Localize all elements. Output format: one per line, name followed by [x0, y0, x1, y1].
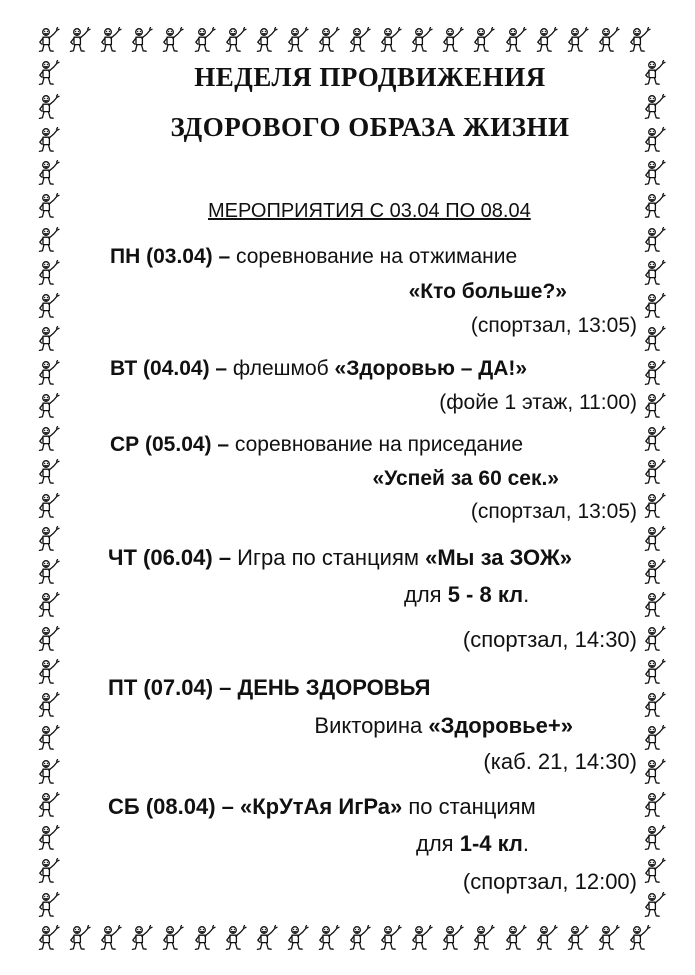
event-thu-desc: Игра по станциям: [231, 545, 426, 570]
event-tue-place: (фойе 1 этаж, 11:00): [439, 391, 637, 414]
stick-figure-waving-icon: [67, 26, 91, 56]
stick-figure-waving-icon: [642, 591, 666, 621]
event-sat-for-suffix: .: [522, 831, 529, 856]
stick-figure-waving-icon: [642, 226, 666, 256]
stick-figure-waving-icon: [160, 924, 184, 954]
stick-figure-waving-icon: [98, 26, 122, 56]
stick-figure-waving-icon: [316, 924, 340, 954]
stick-figure-waving-icon: [98, 924, 122, 954]
stick-figure-waving-icon: [36, 924, 60, 954]
title-line-1: НЕДЕЛЯ ПРОДВИЖЕНИЯ: [194, 62, 546, 92]
stick-figure-waving-icon: [36, 59, 60, 89]
stick-figure-waving-icon: [36, 824, 60, 854]
event-sat-name: «КрУтАя ИгРа»: [233, 794, 403, 819]
event-thu-name: «Мы за ЗОЖ»: [425, 545, 572, 570]
stick-figure-waving-icon: [316, 26, 340, 56]
stick-figure-waving-icon: [642, 458, 666, 488]
event-wed-place: (спортзал, 13:05): [470, 500, 637, 523]
stick-figure-waving-icon: [642, 758, 666, 788]
event-wed-name: «Успей за 60 сек.»: [372, 467, 559, 490]
stick-figure-waving-icon: [223, 26, 247, 56]
event-thu-for-suffix: .: [523, 582, 530, 607]
event-fri-name: «Здоровье+»: [428, 713, 573, 738]
stick-figure-waving-icon: [503, 924, 527, 954]
stick-figure-waving-icon: [440, 924, 464, 954]
stick-figure-waving-icon: [36, 525, 60, 555]
stick-figure-waving-icon: [36, 159, 60, 189]
stick-figure-waving-icon: [36, 26, 60, 56]
stick-figure-waving-icon: [503, 26, 527, 56]
stick-figure-waving-icon: [534, 924, 558, 954]
stick-figure-waving-icon: [627, 26, 651, 56]
event-mon-place: (спортзал, 13:05): [470, 314, 637, 337]
event-thu-line: [108, 545, 572, 571]
stick-figure-waving-icon: [565, 924, 589, 954]
event-wed-desc: соревнование на приседание: [229, 433, 524, 456]
stick-figure-waving-icon: [565, 26, 589, 56]
stick-figure-waving-icon: [36, 325, 60, 355]
event-tue-desc: флешмоб: [227, 357, 335, 380]
stick-figure-waving-icon: [36, 658, 60, 688]
event-sat-desc: по станциям: [402, 794, 536, 819]
event-mon-desc: соревнование на отжимание: [230, 245, 518, 268]
stick-figure-waving-icon: [67, 924, 91, 954]
event-tue-name: «Здоровью – ДА!»: [334, 357, 528, 380]
event-thu-day: ЧТ (06.04) –: [108, 545, 232, 570]
event-sat-day: СБ (08.04) –: [108, 794, 234, 819]
stick-figure-waving-icon: [642, 724, 666, 754]
stick-figure-waving-icon: [36, 126, 60, 156]
stick-figure-waving-icon: [36, 724, 60, 754]
stick-figure-waving-icon: [285, 26, 309, 56]
stick-figure-waving-icon: [36, 192, 60, 222]
stick-figure-waving-icon: [409, 26, 433, 56]
stick-figure-waving-icon: [36, 558, 60, 588]
stick-figure-waving-icon: [642, 891, 666, 921]
stick-figure-waving-icon: [642, 292, 666, 322]
event-thu-grades: 5 - 8 кл: [447, 582, 524, 607]
stick-figure-waving-icon: [440, 26, 464, 56]
title-line-2: ЗДОРОВОГО ОБРАЗА ЖИЗНИ: [170, 112, 570, 142]
stick-figure-waving-icon: [471, 924, 495, 954]
stick-figure-waving-icon: [160, 26, 184, 56]
stick-figure-waving-icon: [596, 26, 620, 56]
stick-figure-waving-icon: [596, 924, 620, 954]
stick-figure-waving-icon: [642, 425, 666, 455]
stick-figure-waving-icon: [254, 26, 278, 56]
stick-figure-waving-icon: [285, 924, 309, 954]
stick-figure-waving-icon: [36, 857, 60, 887]
stick-figure-waving-icon: [409, 924, 433, 954]
stick-figure-waving-icon: [129, 26, 153, 56]
stick-figure-waving-icon: [642, 691, 666, 721]
stick-figure-waving-icon: [36, 625, 60, 655]
stick-figure-waving-icon: [36, 691, 60, 721]
event-sat-for-prefix: для: [416, 831, 460, 856]
stick-figure-waving-icon: [347, 924, 371, 954]
stick-figure-waving-icon: [36, 392, 60, 422]
stick-figure-waving-icon: [36, 591, 60, 621]
stick-figure-waving-icon: [642, 159, 666, 189]
event-wed-day: СР (05.04) –: [110, 433, 230, 456]
event-wed-line: [110, 433, 523, 457]
event-sat-place: (спортзал, 12:00): [462, 869, 637, 894]
event-tue-line: [110, 357, 527, 381]
stick-figure-waving-icon: [36, 226, 60, 256]
stick-figure-waving-icon: [642, 658, 666, 688]
stick-figure-waving-icon: [642, 359, 666, 389]
event-sat-for: [416, 831, 529, 857]
stick-figure-waving-icon: [192, 924, 216, 954]
stick-figure-waving-icon: [36, 492, 60, 522]
event-mon-day: ПН (03.04) –: [110, 245, 231, 268]
stick-figure-waving-icon: [378, 924, 402, 954]
event-mon-name: «Кто больше?»: [408, 280, 567, 303]
stick-figure-waving-icon: [36, 425, 60, 455]
event-fri-place: (каб. 21, 14:30): [483, 749, 637, 774]
stick-figure-waving-icon: [642, 392, 666, 422]
stick-figure-waving-icon: [36, 359, 60, 389]
event-thu-place: (спортзал, 14:30): [462, 627, 637, 652]
event-fri-day: ПТ (07.04) – ДЕНЬ ЗДОРОВЬЯ: [108, 675, 431, 700]
stick-figure-waving-icon: [642, 625, 666, 655]
stick-figure-waving-icon: [642, 325, 666, 355]
stick-figure-waving-icon: [254, 924, 278, 954]
stick-figure-waving-icon: [642, 525, 666, 555]
stick-figure-waving-icon: [378, 26, 402, 56]
stick-figure-waving-icon: [36, 292, 60, 322]
stick-figure-waving-icon: [642, 259, 666, 289]
stick-figure-waving-icon: [36, 458, 60, 488]
stick-figure-waving-icon: [192, 26, 216, 56]
events-subtitle: МЕРОПРИЯТИЯ С 03.04 ПО 08.04: [208, 200, 531, 222]
stick-figure-waving-icon: [36, 93, 60, 123]
stick-figure-waving-icon: [642, 857, 666, 887]
stick-figure-waving-icon: [129, 924, 153, 954]
stick-figure-waving-icon: [36, 259, 60, 289]
event-tue-day: ВТ (04.04) –: [110, 357, 228, 380]
event-fri-desc: Викторина: [314, 713, 429, 738]
stick-figure-waving-icon: [347, 26, 371, 56]
event-thu-for-prefix: для: [404, 582, 448, 607]
stick-figure-waving-icon: [36, 791, 60, 821]
stick-figure-waving-icon: [642, 558, 666, 588]
stick-figure-waving-icon: [534, 26, 558, 56]
stick-figure-waving-icon: [36, 891, 60, 921]
event-sat-line: [108, 794, 536, 820]
stick-figure-waving-icon: [642, 192, 666, 222]
stick-figure-waving-icon: [471, 26, 495, 56]
stick-figure-waving-icon: [36, 758, 60, 788]
stick-figure-waving-icon: [642, 791, 666, 821]
event-mon-line: [110, 245, 517, 269]
event-sat-grades: 1-4 кл: [459, 831, 523, 856]
stick-figure-waving-icon: [223, 924, 247, 954]
event-fri-line: [314, 713, 573, 739]
event-thu-for: [404, 582, 529, 608]
stick-figure-waving-icon: [642, 824, 666, 854]
stick-figure-waving-icon: [642, 492, 666, 522]
stick-figure-waving-icon: [627, 924, 651, 954]
